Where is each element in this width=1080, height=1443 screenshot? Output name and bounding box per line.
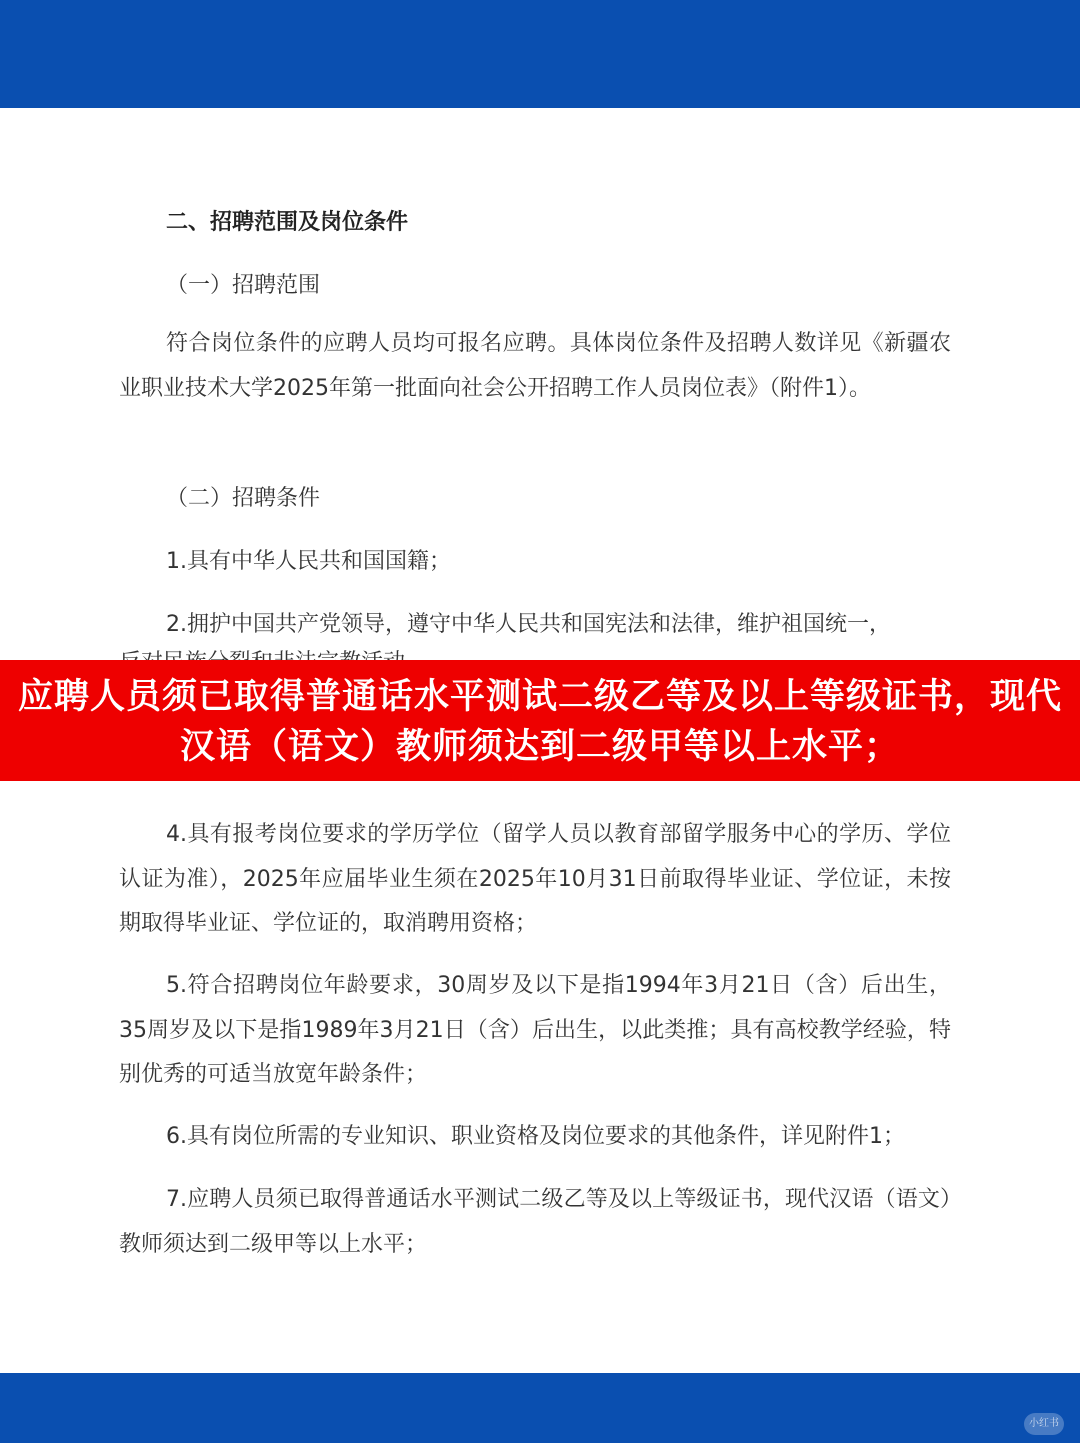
top-color-bar xyxy=(0,0,1080,108)
scope-paragraph: 符合岗位条件的应聘人员均可报名应聘。具体岗位条件及招聘人数详见《新疆农业职业技术大学2025年第一批面向社会公开招聘工作人员岗位表》（附件1）。 xyxy=(119,331,951,401)
subsection-title-conditions: （二）招聘条件 xyxy=(166,486,321,511)
section-title: 二、招聘范围及岗位条件 xyxy=(166,210,409,235)
condition-6: 6.具有岗位所需的专业知识、职业资格及岗位要求的其他条件，详见附件1； xyxy=(166,1124,905,1149)
highlight-banner xyxy=(0,660,1080,781)
condition-1: 1.具有中华人民共和国国籍； xyxy=(166,549,451,574)
condition-5: 5.符合招聘岗位年龄要求，30周岁及以下是指1994年3月21日（含）后出生，35周岁及以下是指1989年3月21日（含）后出生，以此类推；具有高校教学经验，特别优秀的可适当放宽年龄条件； xyxy=(119,973,951,1087)
condition-4: 4.具有报考岗位要求的学历学位（留学人员以教育部留学服务中心的学历、学位认证为准），2025年应届毕业生须在2025年10月31日前取得毕业证、学位证，未按期取得毕业证、学位证的，取消聘用资格； xyxy=(119,822,951,936)
bottom-color-bar xyxy=(0,1373,1080,1443)
condition-2-line-1: 2.拥护中国共产党领导，遵守中华人民共和国宪法和法律，维护祖国统一， xyxy=(166,612,891,637)
condition-7: 7.应聘人员须已取得普通话水平测试二级乙等及以上等级证书，现代汉语（语文）教师须达到二级甲等以上水平； xyxy=(119,1187,951,1257)
banner-line-2: 汉语（语文）教师须达到二级甲等以上水平； xyxy=(179,727,900,767)
watermark-badge: 小红书 xyxy=(1024,1413,1064,1435)
subsection-title-scope: （一）招聘范围 xyxy=(166,273,321,298)
banner-line-1: 应聘人员须已取得普通话水平测试二级乙等及以上等级证书，现代 xyxy=(17,677,1062,717)
